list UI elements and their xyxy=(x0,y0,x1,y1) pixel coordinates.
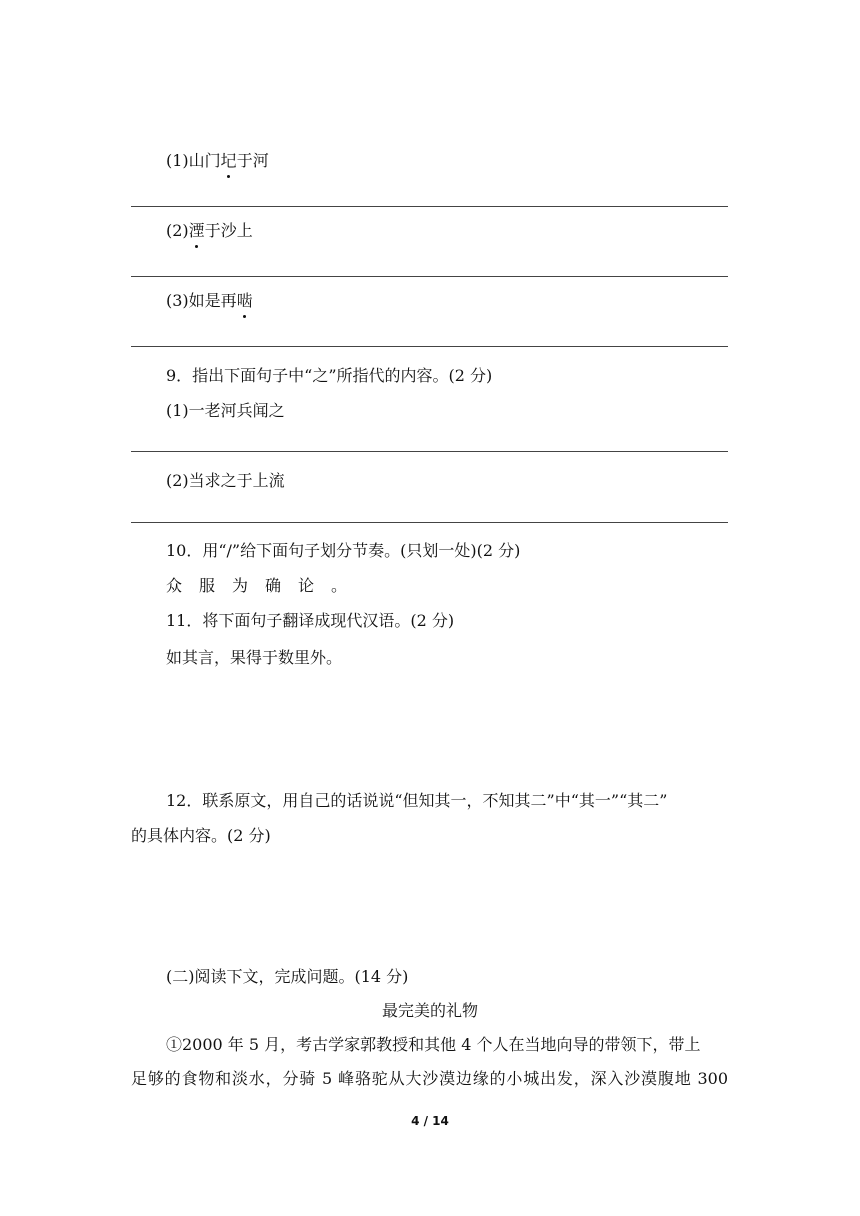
answer-line xyxy=(131,522,728,523)
emphasis-dot-char: 啮 xyxy=(236,291,253,310)
answer-line xyxy=(131,346,728,347)
q11-sentence: 如其言，果得于数里外。 xyxy=(166,648,343,667)
q8-item-1 xyxy=(166,150,269,172)
q8-item-3 xyxy=(166,290,253,312)
q10-sentence: 众服为确论。 xyxy=(166,576,365,595)
emphasis-dot-char: 圮 xyxy=(220,151,237,170)
answer-line xyxy=(131,451,728,452)
page-number: 4 / 14 xyxy=(411,1114,449,1128)
q10-prompt: 10．用“/”给下面句子划分节奏。(只划一处)(2 分) xyxy=(166,541,521,560)
q9-item-1: (1)一老河兵闻之 xyxy=(166,401,285,420)
q12-prompt-line-1: 12．联系原文，用自己的话说说“但知其一，不知其二”中“其一”“其二” xyxy=(166,791,668,810)
answer-line xyxy=(131,206,728,207)
q8-item-3-before: (3)如是再 xyxy=(166,291,237,310)
q8-item-2-before: (2) xyxy=(166,221,189,240)
q9-prompt: 9．指出下面句子中“之”所指代的内容。(2 分) xyxy=(166,366,493,385)
section-heading: (二)阅读下文，完成问题。(14 分) xyxy=(166,967,409,986)
emphasis-dot-char: 湮 xyxy=(188,221,205,240)
q8-item-1-after: 于河 xyxy=(236,151,269,170)
answer-line xyxy=(131,276,728,277)
q9-item-2: (2)当求之于上流 xyxy=(166,471,285,490)
q12-prompt-line-2: 的具体内容。(2 分) xyxy=(131,826,271,845)
q8-item-2 xyxy=(166,220,253,242)
paragraph-line: 足够的食物和淡水，分骑 5 峰骆驼从大沙漠边缘的小城出发，深入沙漠腹地 300 xyxy=(131,1069,728,1088)
q8-item-1-before: (1)山门 xyxy=(166,151,221,170)
q8-item-2-after: 于沙上 xyxy=(204,221,253,240)
article-title: 最完美的礼物 xyxy=(381,1001,478,1020)
q11-prompt: 11．将下面句子翻译成现代汉语。(2 分) xyxy=(166,611,455,630)
paragraph-line: ①2000 年 5 月，考古学家郭教授和其他 4 个人在当地向导的带领下，带上 xyxy=(166,1035,701,1054)
